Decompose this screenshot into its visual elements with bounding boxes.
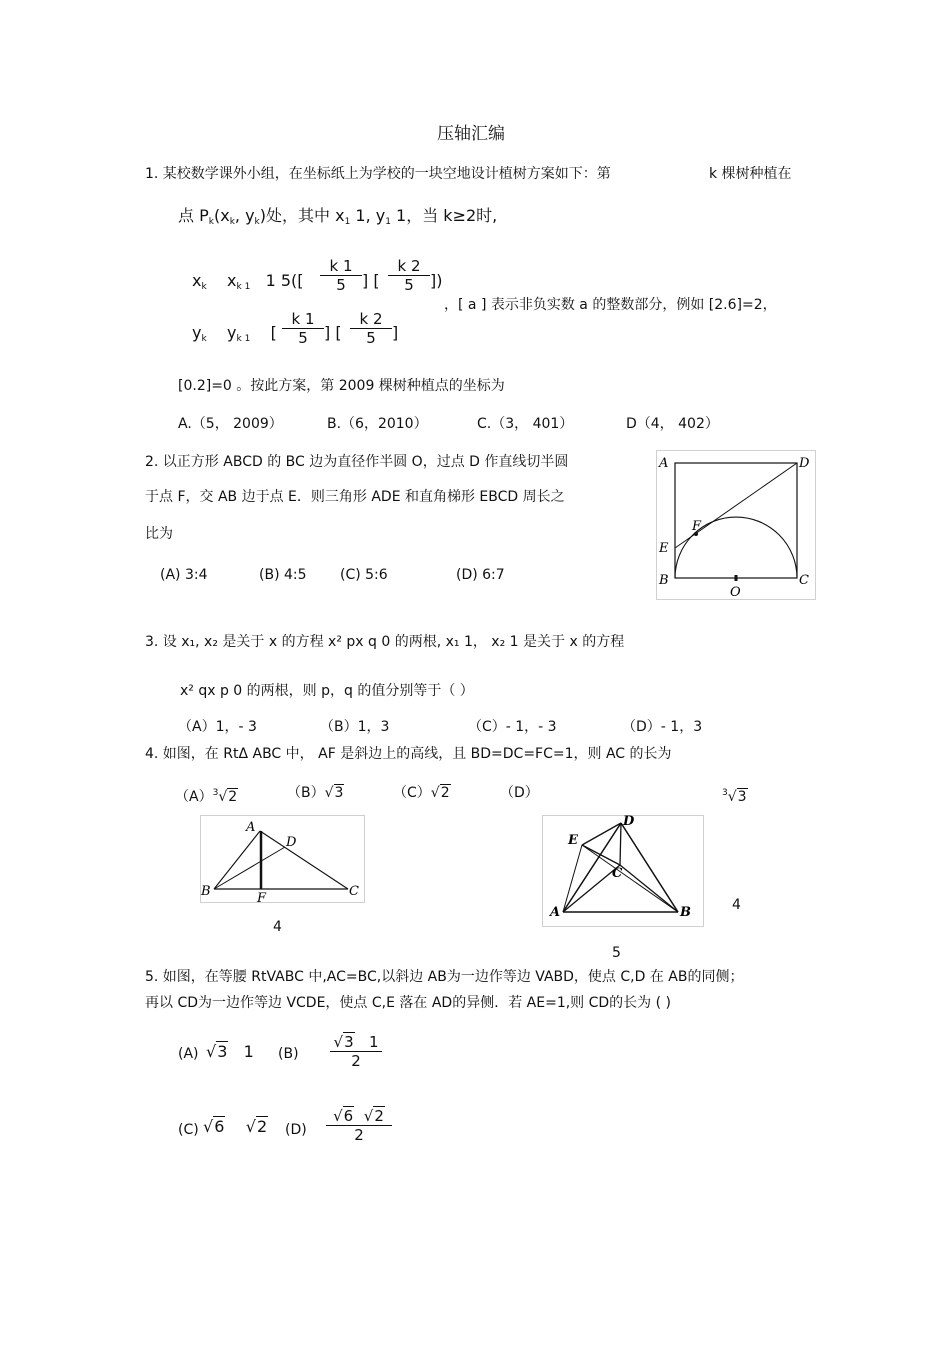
q4-label-c: C xyxy=(349,884,359,899)
q5-figure xyxy=(542,815,704,927)
q2-label-f: F xyxy=(692,519,702,534)
q4-option-c: （C）√2 xyxy=(393,785,450,801)
q1-bracket-mid: ] [ xyxy=(362,271,380,290)
q2-label-a: A xyxy=(659,456,669,471)
q2-figure xyxy=(656,450,816,600)
q3-line2: x² qx p 0 的两根，则 p，q 的值分别等于（ ） xyxy=(180,683,474,699)
q4-label-a: A xyxy=(246,820,256,835)
q1-option-b: B.（6，2010） xyxy=(327,416,428,432)
q4-option-b: （B）√3 xyxy=(287,785,344,801)
q2-label-o: O xyxy=(730,585,741,600)
q2-label-d: D xyxy=(799,456,810,471)
q1-yk-formula: $y_k$ $y_{k 1}$ [ xyxy=(192,323,277,344)
q2-line1: 2. 以正方形 ABCD 的 BC 边为直径作半圆 O，过点 D 作直线切半圆 xyxy=(145,454,569,470)
q5-option-a-value: √3 1 xyxy=(206,1042,254,1061)
q5-label-b: B xyxy=(680,905,691,920)
q2-option-d: (D) 6:7 xyxy=(456,567,505,583)
q3-option-c: （C）- 1，- 3 xyxy=(468,719,557,735)
q1-option-d: D（4， 402） xyxy=(626,416,719,432)
q4-figure xyxy=(200,815,365,903)
q5-label-e: E xyxy=(568,833,578,848)
q1-frac-2: $\frac{k 2}{5}$ xyxy=(388,257,430,294)
q1-yk-close: ] xyxy=(392,323,399,342)
q4-label-f: F xyxy=(257,891,267,903)
q1-option-a: A.（5， 2009） xyxy=(178,416,283,432)
q4-figure-caption: 4 xyxy=(273,919,282,935)
q5-label-d: D xyxy=(623,815,635,829)
q1-frac-3: $\frac{k 1}{5}$ xyxy=(282,310,324,347)
q1-yk-between: ] [ xyxy=(324,323,342,342)
q1-xk-formula: $x_k$ $x_{k 1}$ 1 5([ xyxy=(192,271,304,292)
q4-label-b: B xyxy=(201,884,211,899)
q5-label-c: C xyxy=(612,866,623,881)
q1-line1-tail: k 棵树种植在 xyxy=(709,166,792,182)
q2-option-c: (C) 5:6 xyxy=(340,567,388,583)
q5-line1: 5. 如图，在等腰 RtVABC 中,AC=BC,以斜边 AB为一边作等边 VABD，使点 C,D 在 AB的同侧； xyxy=(145,969,744,985)
q3-option-a: （A）1，- 3 xyxy=(178,719,257,735)
q5-option-b-frac: $\frac{√3 1}{2}$ xyxy=(330,1033,382,1070)
q1-frac-4: $\frac{k 2}{5}$ xyxy=(350,310,392,347)
q4-option-d-value: $^3$√3 xyxy=(722,788,747,805)
q2-label-c: C xyxy=(799,573,809,588)
q1-note: ，[ a ] 表示非负实数 a 的整数部分，例如 [2.6]=2， xyxy=(444,297,777,313)
q1-line5: [0.2]=0 。按此方案，第 2009 棵树种植点的坐标为 xyxy=(178,378,505,394)
page-title: 压轴汇编 xyxy=(437,124,505,144)
q3-line1: 3. 设 x₁, x₂ 是关于 x 的方程 x² px q 0 的两根, x₁ 1， x₂ 1 是关于 x 的方程 xyxy=(145,634,625,650)
q5-option-c-value: √6 √2 xyxy=(203,1117,268,1136)
q2-line3: 比为 xyxy=(145,526,173,542)
q5-line2: 再以 CD为一边作等边 VCDE，使点 C,E 落在 AD的异侧．若 AE=1,则 CD的长为 ( ) xyxy=(145,995,672,1011)
q4-label-d: D xyxy=(286,835,297,850)
q4-side-label: 4 xyxy=(732,897,741,913)
q2-label-e: E xyxy=(659,541,669,556)
q1-option-c: C.（3， 401） xyxy=(477,416,574,432)
q1-bracket-end: ]) xyxy=(430,271,443,290)
q4-line1: 4. 如图，在 RtΔ ABC 中， AF 是斜边上的高线，且 BD=DC=FC=1，则 AC 的长为 xyxy=(145,746,672,762)
q3-option-b: （B）1，3 xyxy=(320,719,390,735)
q3-option-d: （D）- 1，3 xyxy=(622,719,703,735)
q1-line1: 1. 某校数学课外小组，在坐标纸上为学校的一块空地设计植树方案如下：第 xyxy=(145,166,611,182)
q5-option-d-frac: $\frac{√6 √2}{2}$ xyxy=(326,1107,392,1144)
q2-line2: 于点 F，交 AB 边于点 E．则三角形 ADE 和直角梯形 EBCD 周长之 xyxy=(145,489,565,505)
q2-label-b: B xyxy=(659,573,669,588)
q1-frac-1: $\frac{k 1}{5}$ xyxy=(320,257,362,294)
q5-option-b-label: (B) xyxy=(278,1046,299,1062)
q2-option-a: (A) 3:4 xyxy=(160,567,208,583)
q1-line2: 点 $P_k(x_k$, $y_k$)处，其中 $x_1$ 1, $y_1$ 1，当 k≥2时, xyxy=(178,206,498,227)
q4-option-d: （D） xyxy=(500,785,539,801)
q2-option-b: (B) 4:5 xyxy=(259,567,307,583)
q4-option-a: $(A)^3√2$ xyxy=(175,788,238,805)
q5-option-c-label: (C) xyxy=(178,1122,199,1138)
q5-figure-caption: 5 xyxy=(612,945,621,961)
q5-label-a: A xyxy=(550,905,561,920)
q5-option-a-label: (A) xyxy=(178,1046,199,1062)
q5-option-d-label: (D) xyxy=(285,1122,307,1138)
